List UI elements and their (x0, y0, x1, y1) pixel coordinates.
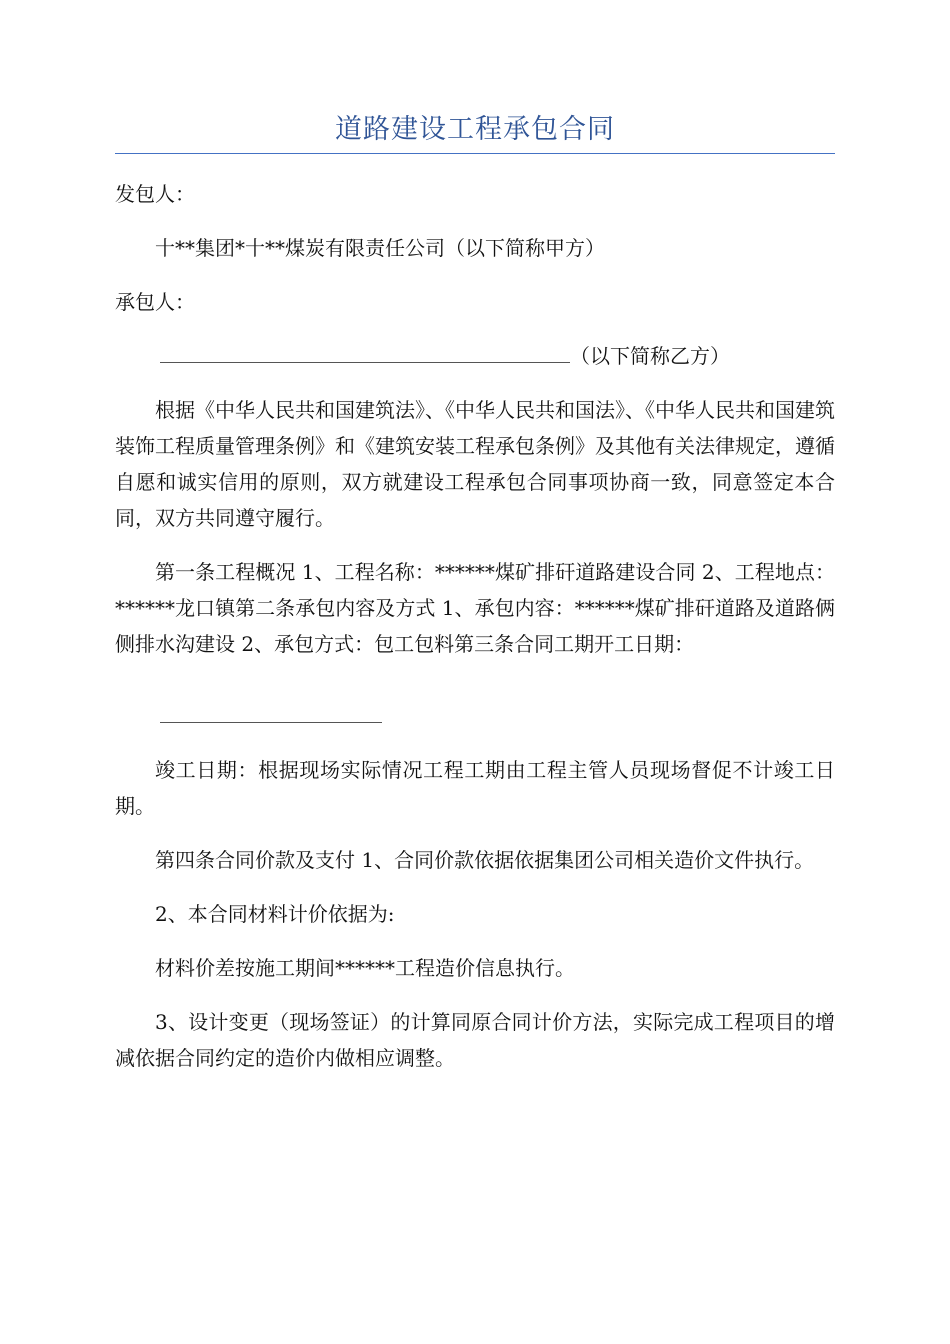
title-underline (115, 153, 835, 154)
contractor-name-line (115, 338, 835, 374)
item-3-paragraph: 3、设计变更（现场签证）的计算同原合同计价方法，实际完成工程项目的增减依据合同约定的造价内做相应调整。 (115, 1010, 835, 1070)
contractor-label: 承包人： (115, 290, 195, 314)
article-1-paragraph: 第一条工程概况 1、工程名称：******煤矿排矸道路建设合同 2、工程地点：******龙口镇第二条承包内容及方式 1、承包内容：******煤矿排矸道路及道路俩侧排水沟建设 2、承包方式：包工包料第三条合同工期开工日期： (115, 560, 835, 656)
title-container (115, 110, 835, 150)
contractor-blank-line (160, 342, 570, 363)
start-date-blank-line (160, 702, 382, 723)
start-date-line (115, 698, 835, 734)
spacer (115, 680, 835, 698)
document-body (115, 176, 835, 1094)
article-4-paragraph: 第四条合同价款及支付 1、合同价款依据依据集团公司相关造价文件执行。 (155, 848, 815, 872)
employer-label: 发包人： (115, 182, 195, 206)
completion-paragraph: 竣工日期：根据现场实际情况工程工期由工程主管人员现场督促不计竣工日期。 (115, 758, 835, 818)
employer-name: 十**集团*十**煤炭有限责任公司（以下简称甲方） (155, 236, 605, 260)
document-title: 道路建设工程承包合同 (335, 114, 615, 145)
material-paragraph: 材料价差按施工期间******工程造价信息执行。 (155, 956, 575, 980)
contractor-suffix: （以下简称乙方） (570, 344, 730, 368)
item-2-paragraph: 2、本合同材料计价依据为: (155, 902, 395, 926)
preamble-paragraph: 根据《中华人民共和国建筑法》、《中华人民共和国法》、《中华人民共和国建筑装饰工程质量管理条例》和《建筑安装工程承包条例》及其他有关法律规定，遵循自愿和诚实信用的原则，双方就建设工程承包合同事项协商一致，同意签定本合同，双方共同遵守履行。 (115, 398, 835, 530)
